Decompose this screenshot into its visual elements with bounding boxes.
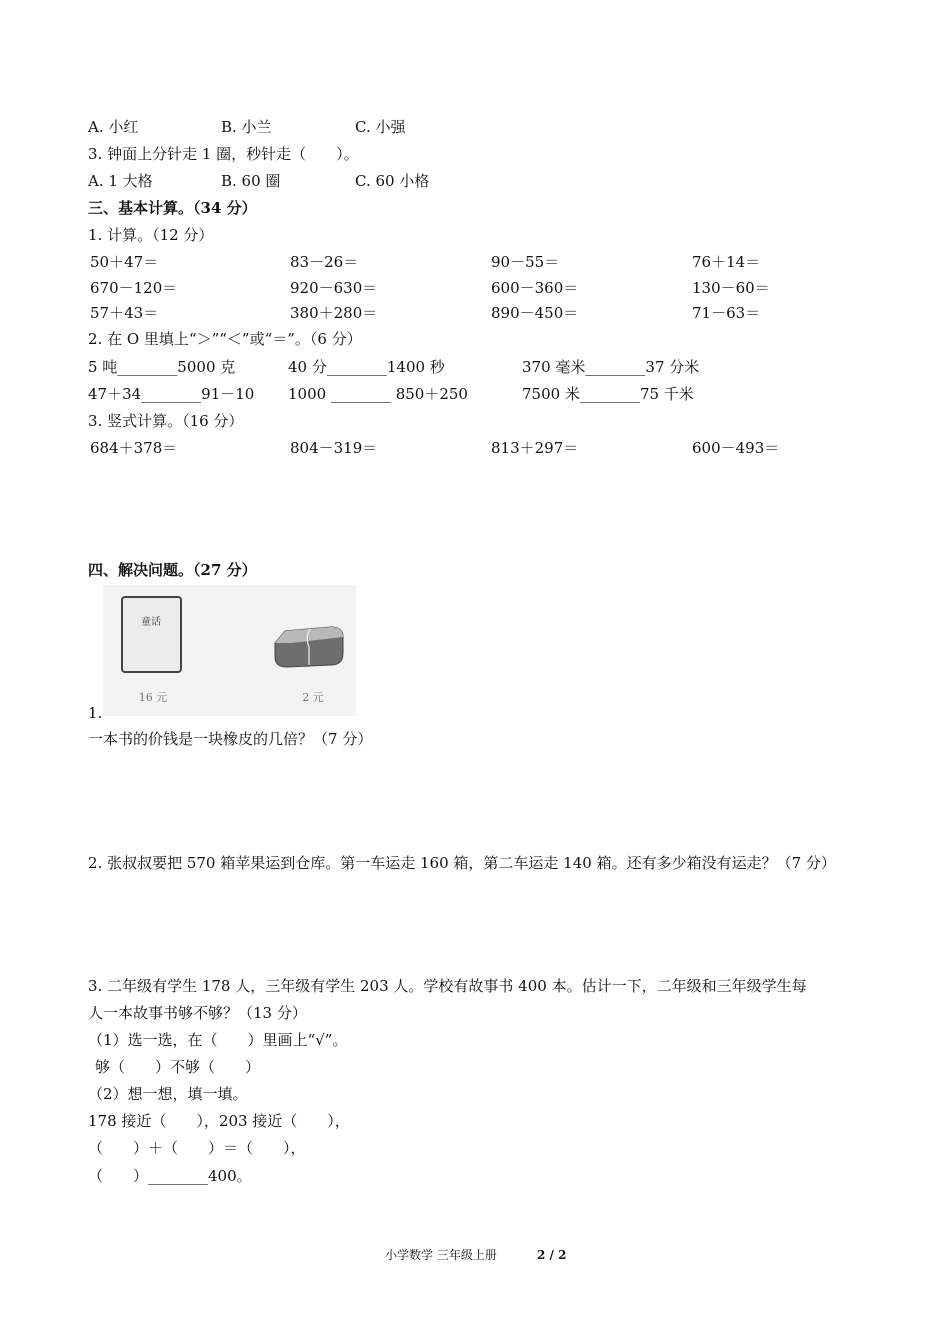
section4-p3-sub1: （1）选一选，在（ ）里画上“√”。: [88, 1031, 348, 1049]
calc-item: 71－63＝: [692, 304, 761, 322]
section4-p3-fill1: 178 接近（ ），203 接近（ ），: [88, 1112, 350, 1130]
vertical-calc-item: 600－493＝: [692, 439, 780, 457]
section4-p3-line2: 人一本故事书够不够？（13 分）: [88, 1004, 307, 1022]
section4-p1-number: 1.: [88, 704, 103, 722]
q3-option-b: B. 60 圈: [221, 172, 281, 190]
eraser-price: 2 元: [302, 691, 324, 704]
calc-item: 670－120＝: [90, 279, 178, 297]
section3-p3-title: 3. 竖式计算。（16 分）: [88, 412, 244, 430]
q2-option-c: C. 小强: [355, 118, 406, 136]
compare-item: 370 毫米________37 分米: [522, 358, 700, 376]
book-eraser-illustration: [103, 585, 356, 716]
q2-option-b: B. 小兰: [221, 118, 272, 136]
calc-item: 600－360＝: [491, 279, 579, 297]
section4-p2: 2. 张叔叔要把 570 箱苹果运到仓库。第一车运走 160 箱，第二车运走 140 箱。还有多少箱没有运走？（7 分）: [88, 854, 836, 872]
section4-p3-sub2: （2）想一想，填一填。: [88, 1085, 248, 1103]
vertical-calc-item: 813＋297＝: [491, 439, 579, 457]
calc-item: 90－55＝: [491, 253, 560, 271]
compare-item: 5 吨________5000 克: [88, 358, 236, 376]
calc-item: 920－630＝: [290, 279, 378, 297]
calc-item: 890－450＝: [491, 304, 579, 322]
calc-item: 76＋14＝: [692, 253, 761, 271]
vertical-calc-item: 804－319＝: [290, 439, 378, 457]
q3-text: 3. 钟面上分针走 1 圈，秒针走（ ）。: [88, 145, 359, 163]
calc-item: 130－60＝: [692, 279, 770, 297]
compare-item: 1000 ________ 850＋250: [288, 385, 468, 403]
calc-item: 83－26＝: [290, 253, 359, 271]
section4-p3-fill3: （ ）________400。: [88, 1167, 252, 1185]
compare-item: 7500 米________75 千米: [522, 385, 694, 403]
calc-item: 380＋280＝: [290, 304, 378, 322]
book-eraser-picture: [103, 585, 356, 716]
calc-item: 57＋43＝: [90, 304, 159, 322]
compare-item: 47＋34________91－10: [88, 385, 255, 403]
section3-title: 三、基本计算。（34 分）: [88, 199, 257, 217]
section4-title: 四、解决问题。（27 分）: [88, 561, 257, 579]
book-shape: [122, 597, 181, 672]
vertical-calc-item: 684＋378＝: [90, 439, 178, 457]
section3-p2-title: 2. 在 O 里填上“＞”“＜”或“＝”。（6 分）: [88, 330, 362, 348]
q2-option-a: A. 小红: [88, 118, 139, 136]
compare-item: 40 分________1400 秒: [288, 358, 445, 376]
q3-option-a: A. 1 大格: [88, 172, 153, 190]
section4-p3-choice: 够（ ）不够（ ）: [95, 1058, 261, 1076]
section4-p3-fill2: （ ）＋（ ）＝（ ），: [88, 1139, 306, 1157]
book-label: 童话: [141, 617, 161, 628]
book-price: 16 元: [138, 691, 168, 704]
section4-p3-line1: 3. 二年级有学生 178 人，三年级有学生 203 人。学校有故事书 400 本。估计一下，二年级和三年级学生每: [88, 977, 807, 995]
section3-p1-title: 1. 计算。（12 分）: [88, 226, 214, 244]
footer-subject: 小学数学 三年级上册: [385, 1248, 497, 1262]
footer-page-number: 2 / 2: [537, 1248, 567, 1262]
calc-item: 50＋47＝: [90, 253, 159, 271]
section4-p1-question: 一本书的价钱是一块橡皮的几倍？（7 分）: [88, 730, 373, 748]
q3-option-c: C. 60 小格: [355, 172, 430, 190]
